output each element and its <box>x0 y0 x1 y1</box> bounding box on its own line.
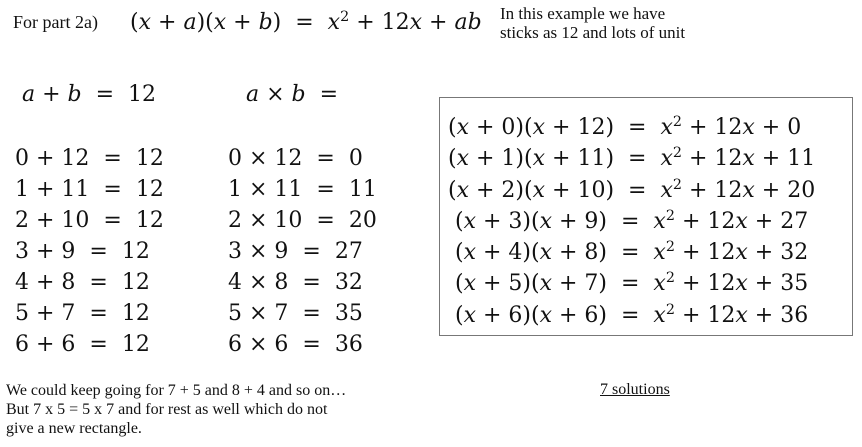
factor-row: $(x + 4)(x + 8) = x^2 + 12x + 32$ <box>448 239 809 266</box>
solutions-label: 7 solutions <box>600 381 670 398</box>
sum-heading: a + b = 12 <box>22 82 157 107</box>
note-line: sticks as 12 and lots of unit <box>500 23 686 42</box>
product-row: 2 × 10 = 20 <box>228 208 377 233</box>
product-row: 5 × 7 = 35 <box>228 301 363 326</box>
factor-row: $(x + 1)(x + 11) = x^2 + 12x + 11$ <box>448 145 816 172</box>
factor-row: $(x + 6)(x + 6) = x^2 + 12x + 36$ <box>448 301 809 328</box>
sum-row: 3 + 9 = 12 <box>15 239 150 264</box>
factor-row: $(x + 5)(x + 7) = x^2 + 12x + 35$ <box>448 270 809 297</box>
note-line: In this example we have <box>500 4 666 23</box>
sum-row: 0 + 12 = 12 <box>15 146 164 171</box>
sum-row: 1 + 11 = 12 <box>15 177 164 202</box>
summary-text <box>6 381 426 438</box>
product-row: 1 × 11 = 11 <box>228 177 377 202</box>
sum-row: 2 + 10 = 12 <box>15 208 164 233</box>
sum-row: 4 + 8 = 12 <box>15 270 150 295</box>
summary-line: But 7 x 5 = 5 x 7 and for rest as well which do not <box>6 401 328 418</box>
summary-line: give a new rectangle. <box>6 420 142 437</box>
factor-row: $(x + 3)(x + 9) = x^2 + 12x + 27$ <box>448 208 809 234</box>
note-text <box>500 4 800 42</box>
product-row: 3 × 9 = 27 <box>228 239 363 264</box>
factor-box <box>439 97 853 336</box>
factor-rows <box>448 112 815 331</box>
sum-column <box>15 143 164 360</box>
sum-row: 5 + 7 = 12 <box>15 301 150 326</box>
product-row: 6 × 6 = 36 <box>228 332 363 357</box>
product-column <box>228 143 377 360</box>
summary-line: We could keep going for 7 + 5 and 8 + 4 and so on… <box>6 382 347 399</box>
factor-row: $(x + 2)(x + 10) = x^2 + 12x + 20$ <box>448 176 816 203</box>
product-row: 0 × 12 = 0 <box>228 146 363 171</box>
factor-row: $(x + 0)(x + 12) = x^2 + 12x + 0$ <box>448 114 802 140</box>
product-row: 4 × 8 = 32 <box>228 270 363 295</box>
sum-row: 6 + 6 = 12 <box>15 332 150 357</box>
main-equation: $(x + a)(x + b) = x^2 + 12x$ + ab <box>130 9 482 35</box>
intro-label: For part 2a) <box>13 12 98 32</box>
product-heading: a × b = <box>246 82 339 107</box>
